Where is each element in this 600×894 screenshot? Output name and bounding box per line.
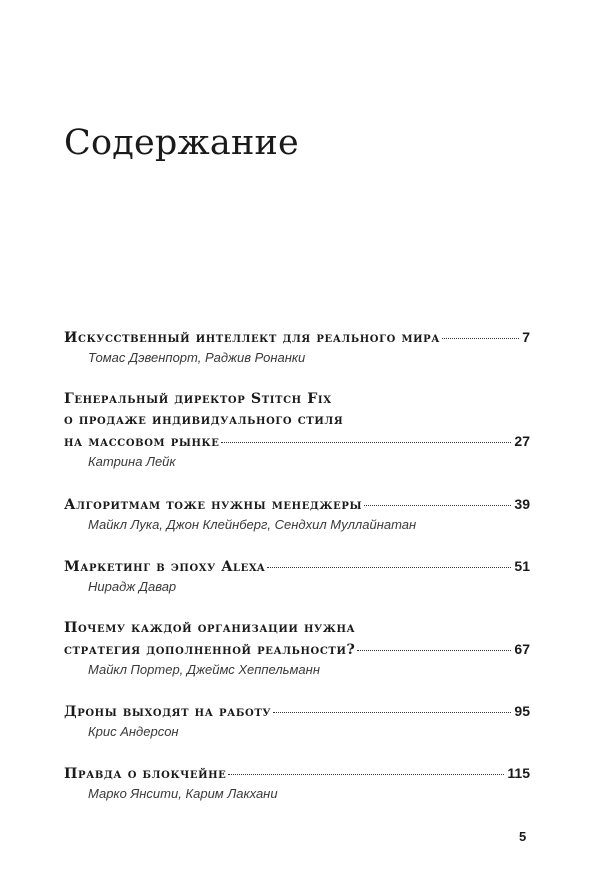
toc-entry-authors: Нирадж Давар <box>88 579 177 594</box>
toc-entry-title: Алгоритмам тоже нужны менеджеры <box>64 497 363 513</box>
toc-entry-authors: Майкл Портер, Джеймс Хеппельманн <box>88 662 320 677</box>
toc-entry <box>64 494 530 535</box>
toc-entry <box>64 618 530 680</box>
toc-entry-title: Почему каждой организации нужна <box>64 620 356 636</box>
toc-entry-title-line <box>64 389 530 410</box>
toc-entry <box>64 701 530 742</box>
dot-leader <box>364 505 511 506</box>
toc-entry-title-line <box>64 763 530 784</box>
toc-page-number: 39 <box>514 496 530 512</box>
page-title: Содержание <box>64 123 299 163</box>
toc-page-number: 51 <box>514 558 530 574</box>
toc-entry-title-line <box>64 431 530 452</box>
toc-page-number: 67 <box>514 641 530 657</box>
dot-leader <box>221 442 511 443</box>
toc-entry-title: Искусственный интеллект для реального мира <box>64 330 441 346</box>
toc-entry-authors: Катрина Лейк <box>88 454 176 469</box>
toc-entry-title: на массовом рынке <box>64 434 220 450</box>
toc-entry-title: Маркетинг в эпоху Alexa <box>64 559 266 575</box>
toc-entry-authors: Марко Янсити, Карим Лакхани <box>88 786 278 801</box>
toc-entry <box>64 327 530 368</box>
toc-entry-title-line <box>64 494 530 515</box>
toc-entry-title: Генеральный директор Stitch Fix <box>64 391 332 407</box>
toc-entry-title-line <box>64 410 530 431</box>
toc-entry-title-line <box>64 701 530 722</box>
toc-entry-authors: Томас Дэвенпорт, Раджив Ронанки <box>88 350 306 365</box>
dot-leader <box>267 567 511 568</box>
dot-leader <box>357 650 511 651</box>
toc-entry-title-line <box>64 327 530 348</box>
dot-leader <box>273 712 511 713</box>
table-of-contents <box>64 327 530 801</box>
toc-entry-title-line <box>64 618 530 639</box>
toc-entry-title: Правда о блокчейне <box>64 766 227 782</box>
toc-entry-title: о продаже индивидуального стиля <box>64 412 344 428</box>
page-number: 5 <box>519 829 527 844</box>
toc-entry-authors: Майкл Лука, Джон Клейнберг, Сендхил Муллайнатан <box>88 517 417 532</box>
toc-entry-authors: Крис Андерсон <box>88 724 179 739</box>
toc-entry-title-line <box>64 556 530 577</box>
toc-entry <box>64 556 530 597</box>
toc-entry-title: Дроны выходят на работу <box>64 704 272 720</box>
toc-page-number: 27 <box>514 433 530 449</box>
toc-page-number: 7 <box>522 329 530 345</box>
dot-leader <box>228 774 504 775</box>
dot-leader <box>442 338 519 339</box>
toc-entry-title-line <box>64 639 530 660</box>
toc-page-number: 115 <box>507 765 530 781</box>
toc-page-number: 95 <box>514 703 530 719</box>
toc-entry <box>64 389 530 472</box>
toc-entry <box>64 763 530 804</box>
toc-entry-title: стратегия дополненной реальности? <box>64 642 356 658</box>
